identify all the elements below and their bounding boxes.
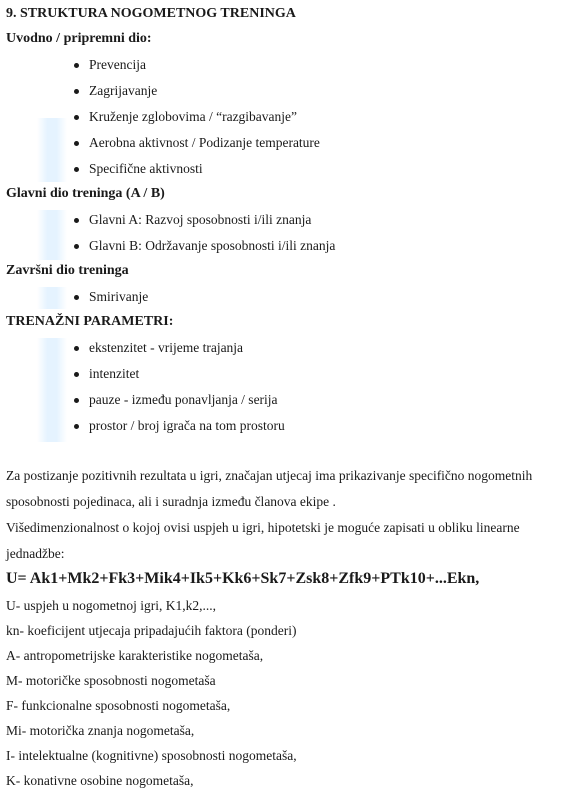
definition-line: F- funkcionalne sposobnosti nogometaša, bbox=[6, 698, 231, 713]
list-item: ekstenzitet - vrijeme trajanja bbox=[89, 340, 243, 356]
bullet-icon bbox=[74, 398, 79, 403]
list-item: Smirivanje bbox=[89, 289, 148, 305]
decorative-shade bbox=[37, 338, 67, 442]
paragraph-line: jednadžbe: bbox=[6, 546, 65, 561]
bullet-icon bbox=[74, 89, 79, 94]
list-item: Specifične aktivnosti bbox=[89, 161, 203, 177]
formula: U= Ak1+Mk2+Fk3+Mik4+Ik5+Kk6+Sk7+Zsk8+Zfk9+PTk10+...Ekn, bbox=[6, 570, 480, 587]
bullet-icon bbox=[74, 218, 79, 223]
decorative-shade bbox=[37, 118, 67, 182]
list-item: pauze - između ponavljanja / serija bbox=[89, 392, 278, 408]
list-item: prostor / broj igrača na tom prostoru bbox=[89, 418, 285, 434]
bullet-icon bbox=[74, 244, 79, 249]
bullet-icon bbox=[74, 295, 79, 300]
paragraph-line: Višedimenzionalnost o kojoj ovisi uspjeh u igri, hipotetski je moguće zapisati u obliku linearne bbox=[6, 520, 520, 535]
list-item: Aerobna aktivnost / Podizanje temperature bbox=[89, 135, 320, 151]
section-heading-zavrsni: Završni dio treninga bbox=[6, 263, 129, 278]
list-item: intenzitet bbox=[89, 366, 139, 382]
bullet-icon bbox=[74, 115, 79, 120]
definition-line: Mi- motorička znanja nogometaša, bbox=[6, 723, 195, 738]
definition-line: I- intelektualne (kognitivne) sposobnosti nogometaša, bbox=[6, 748, 297, 763]
section-heading-uvodno: Uvodno / pripremni dio: bbox=[6, 31, 152, 46]
paragraph-line: sposobnosti pojedinaca, ali i suradnja između članova ekipe . bbox=[6, 494, 336, 509]
decorative-shade bbox=[37, 210, 67, 260]
list-item: Glavni B: Održavanje sposobnosti i/ili znanja bbox=[89, 238, 335, 254]
bullet-icon bbox=[74, 346, 79, 351]
decorative-shade bbox=[37, 287, 67, 309]
bullet-icon bbox=[74, 167, 79, 172]
paragraph-line: Za postizanje pozitivnih rezultata u igri, značajan utjecaj ima prikazivanje specifično nogometnih bbox=[6, 468, 533, 483]
list-item: Glavni A: Razvoj sposobnosti i/ili znanja bbox=[89, 212, 311, 228]
list-item: Zagrijavanje bbox=[89, 83, 157, 99]
section-heading-glavni: Glavni dio treninga (A / B) bbox=[6, 186, 165, 201]
bullet-icon bbox=[74, 372, 79, 377]
definition-line: kn- koeficijent utjecaja pripadajućih faktora (ponderi) bbox=[6, 623, 297, 638]
definition-line: K- konativne osobine nogometaša, bbox=[6, 773, 194, 788]
list-item: Kruženje zglobovima / “razgibavanje” bbox=[89, 109, 297, 125]
definition-line: U- uspjeh u nogometnoj igri, K1,k2,..., bbox=[6, 598, 216, 613]
bullet-icon bbox=[74, 63, 79, 68]
definition-line: M- motoričke sposobnosti nogometaša bbox=[6, 673, 216, 688]
section-heading-parametri: TRENAŽNI PARAMETRI: bbox=[6, 314, 174, 329]
page-title: 9. STRUKTURA NOGOMETNOG TRENINGA bbox=[6, 6, 296, 21]
bullet-icon bbox=[74, 424, 79, 429]
bullet-icon bbox=[74, 141, 79, 146]
list-item: Prevencija bbox=[89, 57, 146, 73]
definition-line: A- antropometrijske karakteristike nogometaša, bbox=[6, 648, 264, 663]
